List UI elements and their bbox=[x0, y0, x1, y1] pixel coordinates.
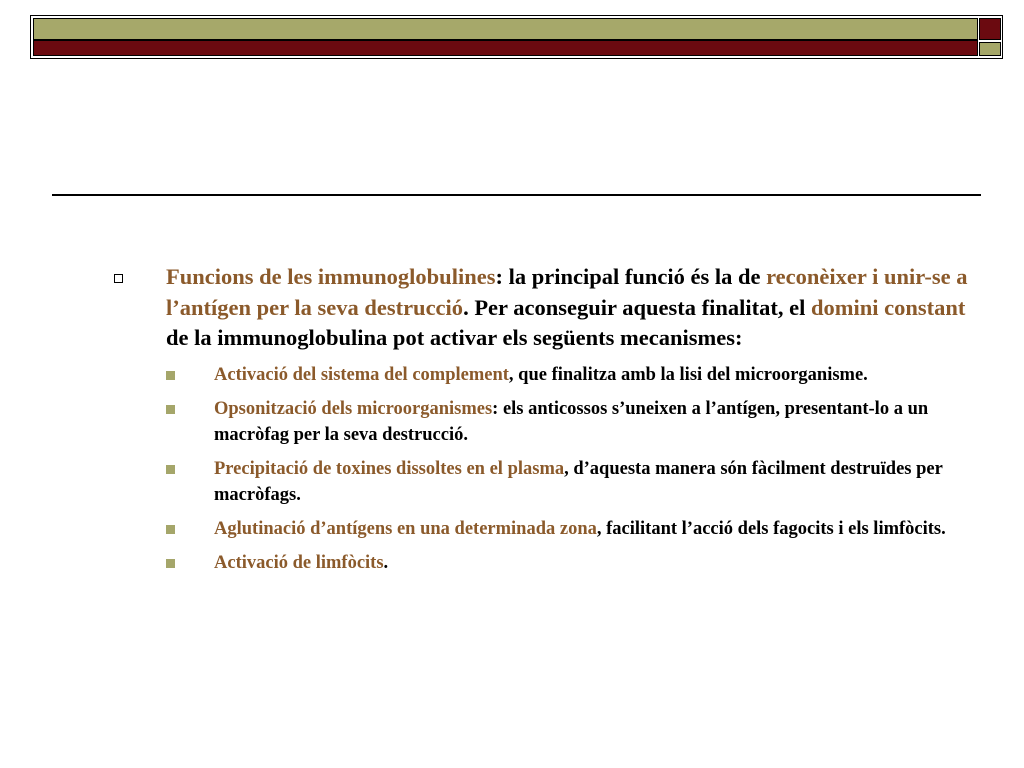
filled-square-icon bbox=[166, 525, 175, 534]
sub-item-text: , que finalitza amb la lisi del microorganisme. bbox=[508, 364, 868, 385]
main-bullet-point bbox=[110, 262, 980, 354]
header-olive-square bbox=[979, 42, 1001, 56]
sub-bullet-list bbox=[110, 362, 980, 576]
sub-bullet-item bbox=[166, 550, 980, 576]
sub-item-text: , d’aquesta manera són fàcilment destruïdes per macròfags. bbox=[214, 458, 943, 505]
main-text-3: de la immunoglobulina pot activar els següents mecanismes: bbox=[166, 325, 743, 350]
sub-item-highlight: Precipitació de toxines dissoltes en el plasma bbox=[214, 458, 565, 479]
sub-item-text: . bbox=[383, 552, 389, 573]
header-bar bbox=[30, 15, 1003, 59]
sub-item-highlight: Aglutinació d’antígens en una determinada zona bbox=[214, 518, 597, 539]
header-maroon-band bbox=[33, 40, 978, 56]
filled-square-icon bbox=[166, 559, 175, 568]
main-text-2: . Per aconseguir aquesta finalitat, el bbox=[463, 294, 811, 320]
sub-item-text: : els anticossos s’uneixen a l’antígen, presentant-lo a un macròfag per la seva destrucció. bbox=[214, 398, 929, 445]
header-olive-band bbox=[33, 18, 978, 40]
filled-square-icon bbox=[166, 465, 175, 474]
title-divider bbox=[52, 194, 981, 196]
sub-item-highlight: Activació de limfòcits bbox=[214, 552, 384, 573]
main-highlight-1: reconèixer i unir-se a l’antígen per la seva destrucció bbox=[166, 264, 968, 320]
sub-bullet-item bbox=[166, 516, 980, 542]
sub-item-highlight: Activació del sistema del complement bbox=[214, 364, 509, 385]
sub-bullet-item bbox=[166, 396, 980, 448]
main-text-1: : la principal funció és la de bbox=[495, 264, 767, 289]
filled-square-icon bbox=[166, 405, 175, 414]
sub-bullet-item bbox=[166, 456, 980, 508]
sub-bullet-item bbox=[166, 362, 980, 388]
header-maroon-square bbox=[979, 18, 1001, 40]
slide-content bbox=[110, 262, 980, 584]
filled-square-icon bbox=[166, 371, 175, 380]
hollow-square-icon bbox=[114, 274, 123, 283]
main-term: Funcions de les immunoglobulines bbox=[166, 264, 496, 289]
main-highlight-2: domini constant bbox=[810, 294, 966, 320]
sub-item-text: , facilitant l’acció dels fagocits i els limfòcits. bbox=[596, 518, 946, 539]
sub-item-highlight: Opsonització dels microorganismes bbox=[214, 398, 493, 419]
